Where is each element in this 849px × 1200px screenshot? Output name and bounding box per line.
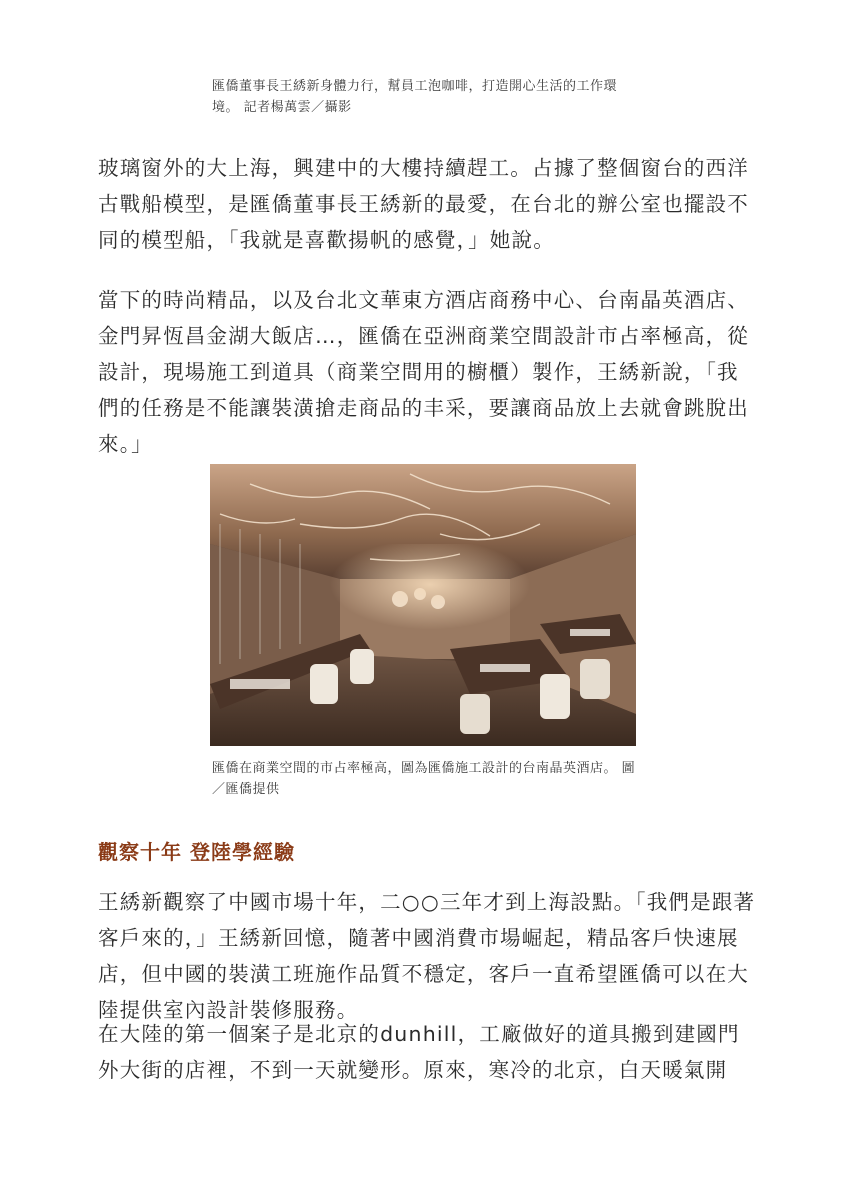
photo-caption-top: 匯僑董事長王綉新身體力行，幫員工泡咖啡，打造開心生活的工作環境。 記者楊萬雲／攝影 — [212, 79, 618, 115]
paragraph-3: 王綉新觀察了中國市場十年，二○○三年才到上海設點。「我們是跟著客戶來的，」王綉新回憶，隨著中國消費市場崛起，精品客戶快速展店，但中國的裝潢工班施作品質不穩定，客戶一直希望匯僑可以在大陸提供室內設計裝修服務。 — [98, 890, 756, 1022]
paragraph-4: 在大陸的第一個案子是北京的dunhill，工廠做好的道具搬到建國門外大街的店裡，不到一天就變形。原來，寒冷的北京，白天暖氣開 — [98, 1022, 740, 1082]
paragraph-2: 當下的時尚精品，以及台北文華東方酒店商務中心、台南晶英酒店、金門昇恆昌金湖大飯店…，匯僑在亞洲商業空間設計市占率極高，從設計，現場施工到道具（商業空間用的櫥櫃）製作，王綉新說，「我們的任務是不能讓裝潢搶走商品的丰采，要讓商品放上去就會跳脫出來。」 — [98, 288, 749, 456]
section-heading: 觀察十年 登陸學經驗 — [98, 840, 295, 864]
restaurant-photo — [210, 464, 636, 746]
photo-caption: 匯僑在商業空間的市占率極高，圖為匯僑施工設計的台南晶英酒店。 圖／匯僑提供 — [212, 761, 636, 797]
paragraph-1: 玻璃窗外的大上海，興建中的大樓持續趕工。占據了整個窗台的西洋古戰船模型，是匯僑董事長王綉新的最愛，在台北的辦公室也擺設不同的模型船，「我就是喜歡揚帆的感覺，」她說。 — [98, 156, 749, 252]
